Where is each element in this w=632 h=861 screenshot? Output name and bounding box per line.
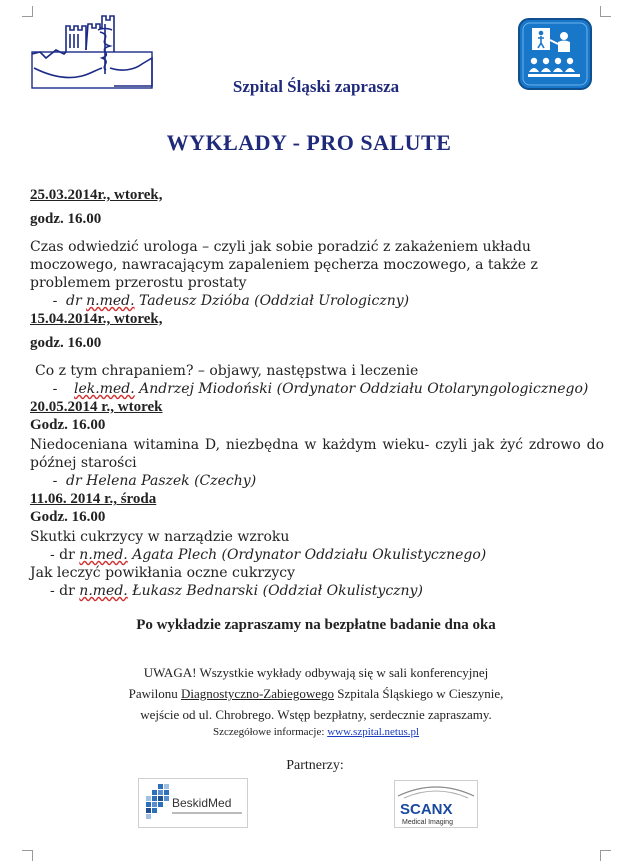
lecture-topic: Co z tym chrapaniem? – objawy, następstwa i leczenie <box>35 363 419 379</box>
lecture-item <box>30 490 604 600</box>
lecture-date: 11.06. 2014 r., środa <box>30 491 157 507</box>
crop-mark-bottom-left <box>22 850 33 861</box>
notice-line-3: wejście od ul. Chrobrego. Wstęp bezpłatny, serdecznie zapraszamy. <box>140 707 492 722</box>
lecture-topic: Skutki cukrzycy w narządzie wzroku <box>30 529 290 545</box>
lecture-speaker: - dr Helena Paszek (Czechy) <box>52 473 257 489</box>
lecture-date: 25.03.2014r., wtorek, <box>30 187 163 203</box>
lecture-speaker: - dr n.med. Łukasz Bednarski (Oddział Okulistyczny) <box>50 583 423 599</box>
lecture-item <box>30 186 604 310</box>
lecture-speaker: - lek.med. Andrzej Miodoński (Ordynator Oddziału Otolaryngologicznego) <box>52 381 589 397</box>
details-line: Szczegółowe informacje: www.szpital.netus.pl <box>212 726 420 738</box>
speaker-degree: n.med. <box>79 547 128 563</box>
lecture-time: Godz. 16.00 <box>30 417 106 433</box>
notice-line-2: Pawilonu Diagnostyczno-Zabiegowego Szpitala Śląskiego w Cieszynie, <box>128 686 504 701</box>
crop-mark-bottom-right <box>600 850 611 861</box>
lecture-time: godz. 16.00 <box>30 335 102 351</box>
lecture-list <box>30 186 604 600</box>
venue-notice <box>0 662 632 740</box>
website-link[interactable]: www.szpital.netus.pl <box>327 726 420 738</box>
lecture-date: 15.04.2014r., wtorek, <box>30 311 163 327</box>
page-title: WYKŁADY - PRO SALUTE <box>166 130 452 155</box>
invite-heading: Szpital Śląski zaprasza <box>232 77 400 96</box>
lecture-speaker: - dr n.med. Agata Plech (Ordynator Oddziału Okulistycznego) <box>50 547 487 563</box>
beskidmed-name: BeskidMed <box>172 796 232 810</box>
scanx-tagline: Medical Imaging <box>402 819 453 826</box>
lecture-time: godz. 16.00 <box>30 211 102 227</box>
speaker-degree: lek.med. <box>74 381 135 397</box>
speaker-degree: n.med. <box>86 293 135 309</box>
scanx-logo <box>394 780 478 828</box>
partners-label: Partnerzy: <box>286 758 344 773</box>
exam-invitation: Po wykładzie zapraszamy na bezpłatne badanie dna oka <box>136 617 496 633</box>
lecture-time: Godz. 16.00 <box>30 509 106 525</box>
lecture-item <box>30 398 604 490</box>
speaker-degree: n.med. <box>79 583 128 599</box>
lecture-speaker: - dr n.med. Tadeusz Dzióba (Oddział Urologiczny) <box>52 293 410 309</box>
lecture-topic: Niedoceniana witamina D, niezbędna w każdym wieku- czyli jak żyć zdrowo do późnej starości <box>30 437 604 471</box>
beskidmed-logo <box>138 778 248 828</box>
lecture-topic: Czas odwiedzić urologa – czyli jak sobie poradzić z zakażeniem układu moczowego, nawracającym zapaleniem pęcherza moczowego, a także z problemem przerostu prostaty <box>30 239 538 291</box>
lecture-date: 20.05.2014 r., wtorek <box>30 399 163 415</box>
crop-mark-top-right <box>600 6 611 17</box>
lecture-item <box>30 310 604 398</box>
notice-line-1: UWAGA! Wszystkie wykłady odbywają się w sali konferencyjnej <box>143 665 489 680</box>
scanx-name: SCANX <box>400 801 453 818</box>
lecture-topic: Jak leczyć powikłania oczne cukrzycy <box>30 565 296 581</box>
